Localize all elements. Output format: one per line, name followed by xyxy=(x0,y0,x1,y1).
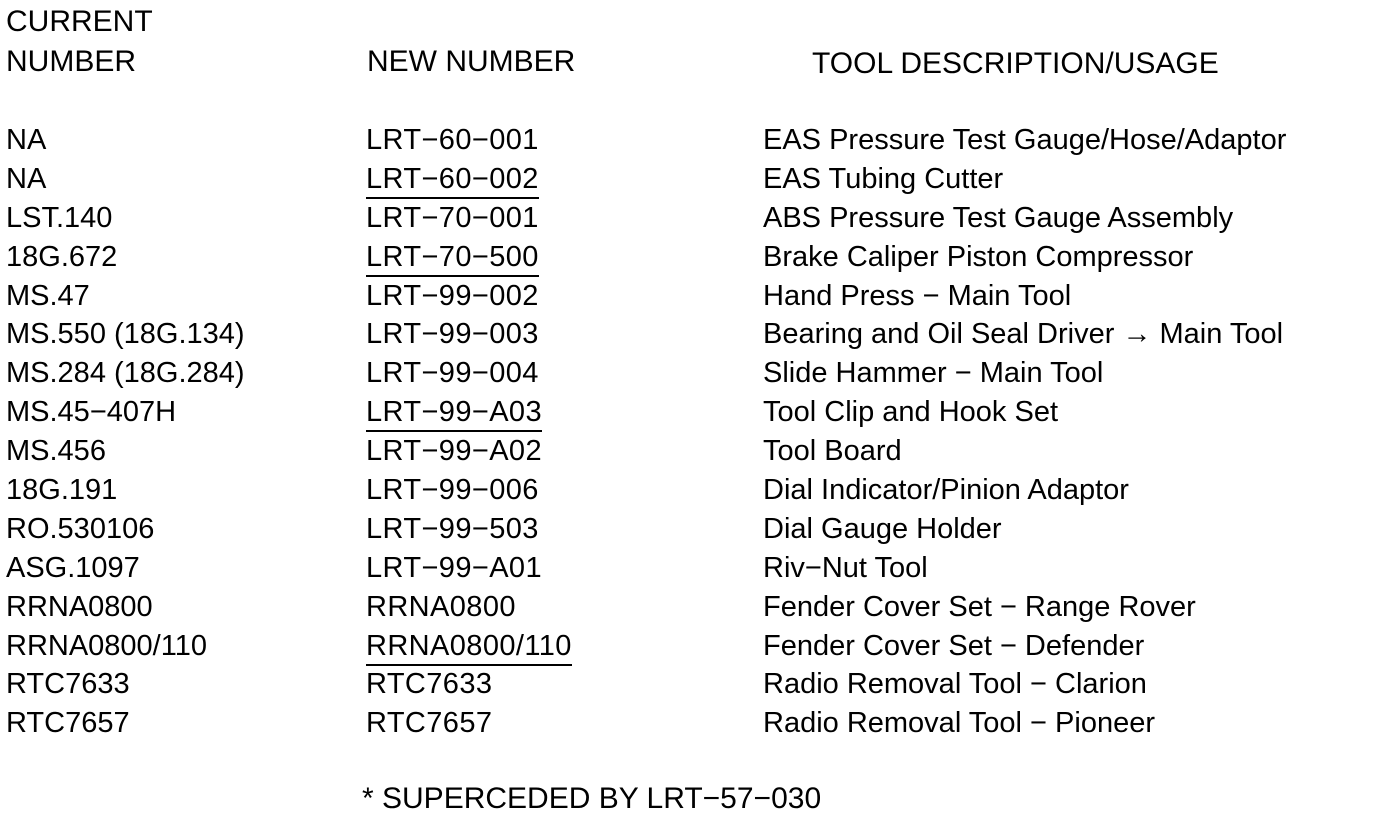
tool-description-cell: Slide Hammer − Main Tool xyxy=(763,357,1104,390)
table-row xyxy=(0,588,1376,627)
tool-description-cell: EAS Pressure Test Gauge/Hose/Adaptor xyxy=(763,124,1287,156)
new-number-cell xyxy=(366,510,539,548)
tool-table xyxy=(0,121,1376,743)
tool-description-cell: Tool Clip and Hook Set xyxy=(763,396,1058,429)
tool-description-cell: Tool Board xyxy=(763,435,902,468)
tool-description-cell: Fender Cover Set − Range Rover xyxy=(763,590,1196,623)
current-number-cell: MS.456 xyxy=(6,435,106,468)
current-number-cell: MS.550 (18G.134) xyxy=(6,318,245,351)
new-number-cell xyxy=(366,704,492,742)
table-row xyxy=(0,704,1376,743)
table-row xyxy=(0,121,1376,160)
tool-description-cell: Radio Removal Tool − Clarion xyxy=(763,668,1147,701)
table-row xyxy=(0,393,1376,432)
current-number-cell: RTC7657 xyxy=(6,707,130,740)
new-number-text: LRT−99−003 xyxy=(366,318,539,351)
new-number-text: LRT−99−A01 xyxy=(366,551,542,584)
new-number-text: RTC7657 xyxy=(366,707,493,740)
tool-description-cell: Brake Caliper Piston Compressor xyxy=(763,240,1194,273)
table-row xyxy=(0,354,1376,393)
current-number-cell: NA xyxy=(6,124,47,156)
new-number-header: NEW NUMBER xyxy=(367,45,576,78)
table-row xyxy=(0,471,1376,510)
current-number-cell: MS.45−407H xyxy=(6,396,177,429)
current-number-cell: MS.47 xyxy=(6,279,90,312)
tool-description-cell: Hand Press − Main Tool xyxy=(763,279,1072,312)
new-number-text: LRT−99−004 xyxy=(366,357,539,390)
tool-description-header: TOOL DESCRIPTION/USAGE xyxy=(812,47,1219,80)
current-number-cell: ASG.1097 xyxy=(6,551,140,584)
table-row xyxy=(0,277,1376,316)
table-row xyxy=(0,432,1376,471)
table-row xyxy=(0,510,1376,549)
new-number-cell xyxy=(366,549,542,587)
new-number-text: LRT−99−006 xyxy=(366,474,539,507)
new-number-cell xyxy=(366,277,539,315)
new-number-text: LRT−99−A02 xyxy=(366,435,542,468)
new-number-text: RRNA0800 xyxy=(366,590,516,623)
new-number-cell xyxy=(366,238,539,277)
new-number-cell xyxy=(366,432,542,470)
new-number-cell xyxy=(366,160,539,199)
superceded-footnote: * SUPERCEDED BY LRT−57−030 xyxy=(362,782,822,815)
current-number-cell: RO.530106 xyxy=(6,512,155,545)
tool-description-cell: Dial Gauge Holder xyxy=(763,512,1002,545)
current-number-cell: 18G.672 xyxy=(6,240,118,273)
table-row xyxy=(0,549,1376,588)
new-number-text: LRT−60−001 xyxy=(366,124,539,156)
tool-description-cell: Bearing and Oil Seal Driver → Main Tool xyxy=(763,318,1284,351)
new-number-cell xyxy=(366,471,539,509)
tool-description-cell: Riv−Nut Tool xyxy=(763,551,928,584)
new-number-text: LRT−99−503 xyxy=(366,512,539,545)
new-number-cell xyxy=(366,588,516,626)
tool-description-cell: EAS Tubing Cutter xyxy=(763,162,1004,195)
table-row xyxy=(0,160,1376,199)
current-number-cell: RRNA0800/110 xyxy=(6,629,207,662)
new-number-cell xyxy=(366,354,539,392)
current-number-header: CURRENT NUMBER xyxy=(6,5,153,78)
new-number-cell xyxy=(366,121,539,159)
current-number-cell: NA xyxy=(6,162,47,195)
new-number-cell xyxy=(366,393,542,432)
new-number-text: LRT−99−002 xyxy=(366,279,539,312)
new-number-text: LRT−60−002 xyxy=(366,162,539,199)
tool-description-cell: ABS Pressure Test Gauge Assembly xyxy=(763,201,1234,234)
new-number-cell xyxy=(366,665,492,703)
table-row xyxy=(0,665,1376,704)
new-number-text: LRT−99−A03 xyxy=(366,395,542,432)
current-number-cell: MS.284 (18G.284) xyxy=(6,357,245,390)
new-number-cell xyxy=(366,627,572,666)
current-number-cell: 18G.191 xyxy=(6,474,118,507)
table-row xyxy=(0,627,1376,666)
table-row xyxy=(0,315,1376,354)
current-number-cell: RRNA0800 xyxy=(6,590,153,623)
tool-description-cell: Dial Indicator/Pinion Adaptor xyxy=(763,474,1129,507)
new-number-cell xyxy=(366,315,539,353)
current-number-cell: RTC7633 xyxy=(6,668,130,701)
new-number-text: RRNA0800/110 xyxy=(366,629,572,666)
tool-description-cell: Fender Cover Set − Defender xyxy=(763,629,1145,662)
new-number-text: LRT−70−001 xyxy=(366,201,539,234)
new-number-text: LRT−70−500 xyxy=(366,240,539,277)
new-number-cell xyxy=(366,199,539,237)
tool-description-cell: Radio Removal Tool − Pioneer xyxy=(763,707,1155,740)
new-number-text: RTC7633 xyxy=(366,668,493,701)
table-row xyxy=(0,238,1376,277)
table-row xyxy=(0,199,1376,238)
current-number-cell: LST.140 xyxy=(6,201,113,234)
